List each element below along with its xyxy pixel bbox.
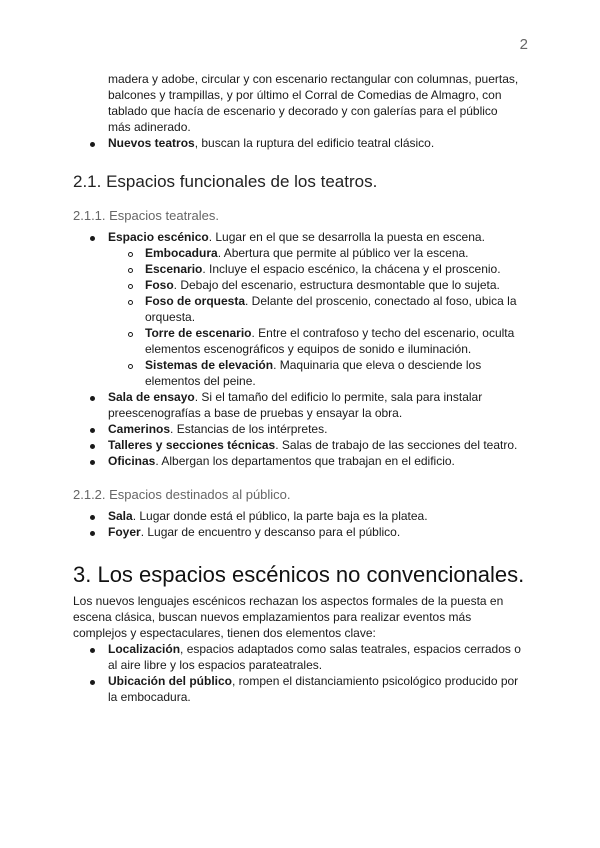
- sub-item-foso: Foso. Debajo del escenario, estructura desmontable que lo sujeta.: [145, 278, 500, 292]
- bullet-icon: [90, 142, 95, 147]
- list-item-sala: Sala. Lugar donde está el público, la parte baja es la platea.: [108, 509, 428, 523]
- list-item-espacio-escenico: Espacio escénico. Lugar en el que se desarrolla la puesta en escena.: [108, 230, 485, 244]
- sub-item-foso-orquesta-cont: orquesta.: [145, 310, 196, 324]
- bullet-icon: [90, 515, 95, 520]
- sub-bullet-icon: [128, 364, 133, 369]
- list-item-foyer: Foyer. Lugar de encuentro y descanso para el público.: [108, 525, 401, 539]
- subsection-heading-2-1-2: 2.1.2. Espacios destinados al público.: [73, 487, 291, 502]
- sub-bullet-icon: [128, 252, 133, 257]
- bullet-icon: [90, 236, 95, 241]
- paragraph-line: Los nuevos lenguajes escénicos rechazan los aspectos formales de la puesta en: [73, 594, 504, 608]
- bullet-icon: [90, 531, 95, 536]
- sub-item-torre-cont: elementos escenográficos y equipos de sonido e iluminación.: [145, 342, 472, 356]
- sub-item-sistemas-cont: elementos del peine.: [145, 374, 256, 388]
- sub-item-foso-orquesta: Foso de orquesta. Delante del proscenio, conectado al foso, ubica la: [145, 294, 517, 308]
- sub-item-torre: Torre de escenario. Entre el contrafoso y techo del escenario, oculta: [145, 326, 515, 340]
- list-item-oficinas: Oficinas. Albergan los departamentos que trabajan en el edificio.: [108, 454, 455, 468]
- paragraph-line: complejos y espectaculares, tienen dos elementos clave:: [73, 626, 376, 640]
- list-item-localizacion-cont: al aire libre y los espacios parateatrales.: [108, 658, 323, 672]
- section-heading-3: 3. Los espacios escénicos no convencionales.: [73, 562, 525, 587]
- list-item-camerinos: Camerinos. Estancias de los intérpretes.: [108, 422, 328, 436]
- intro-line: madera y adobe, circular y con escenario rectangular con columnas, puertas,: [108, 72, 519, 86]
- list-item-nuevos-teatros: Nuevos teatros, buscan la ruptura del edificio teatral clásico.: [108, 136, 435, 150]
- paragraph-line: escena clásica, buscan nuevos emplazamientos para realizar eventos más: [73, 610, 472, 624]
- intro-line: balcones y trampillas, y por último el Corral de Comedias de Almagro, con: [108, 88, 502, 102]
- list-item-localizacion: Localización, espacios adaptados como salas teatrales, espacios cerrados o: [108, 642, 521, 656]
- sub-bullet-icon: [128, 300, 133, 305]
- intro-line: tablado que hacía de escenario y decorado y con galerías para el público: [108, 104, 498, 118]
- intro-line: más adinerado.: [108, 120, 191, 134]
- list-item-sala-ensayo-cont: preescenografías a base de pruebas y ensayar la obra.: [108, 406, 403, 420]
- sub-item-escenario: Escenario. Incluye el espacio escénico, la chácena y el proscenio.: [145, 262, 501, 276]
- section-heading-2-1: 2.1. Espacios funcionales de los teatros.: [73, 172, 378, 191]
- bullet-icon: [90, 648, 95, 653]
- list-item-ubicacion: Ubicación del público, rompen el distanciamiento psicológico producido por: [108, 674, 519, 688]
- sub-item-embocadura: Embocadura. Abertura que permite al público ver la escena.: [145, 246, 469, 260]
- sub-item-sistemas: Sistemas de elevación. Maquinaria que eleva o desciende los: [145, 358, 482, 372]
- sub-bullet-icon: [128, 268, 133, 273]
- list-item-sala-ensayo: Sala de ensayo. Si el tamaño del edificio lo permite, sala para instalar: [108, 390, 483, 404]
- page-number: 2: [519, 36, 528, 53]
- bullet-icon: [90, 680, 95, 685]
- bullet-icon: [90, 428, 95, 433]
- bullet-icon: [90, 396, 95, 401]
- sub-bullet-icon: [128, 332, 133, 337]
- bullet-icon: [90, 444, 95, 449]
- list-item-ubicacion-cont: la embocadura.: [108, 690, 191, 704]
- subsection-heading-2-1-1: 2.1.1. Espacios teatrales.: [73, 208, 219, 223]
- sub-bullet-icon: [128, 284, 133, 289]
- bullet-icon: [90, 460, 95, 465]
- list-item-talleres: Talleres y secciones técnicas. Salas de trabajo de las secciones del teatro.: [108, 438, 518, 452]
